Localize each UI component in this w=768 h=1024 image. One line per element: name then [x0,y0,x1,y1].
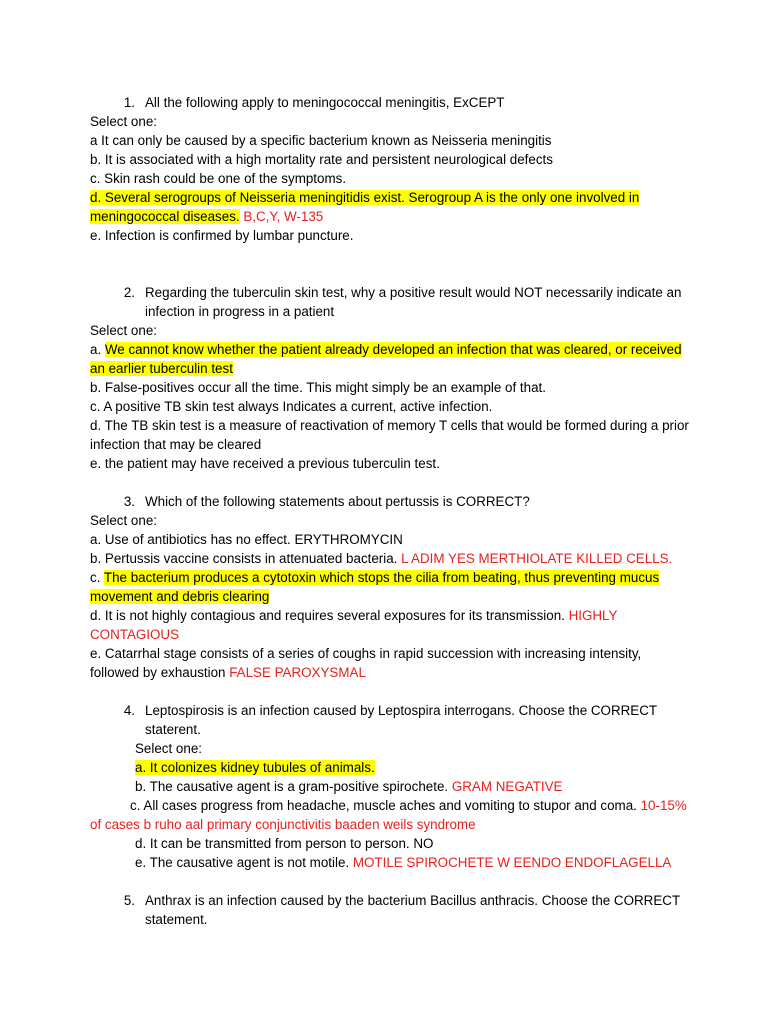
option-text: e. Catarrhal stage consists of a series of coughs in rapid succession with increasing intensity, followed by exhaustion [90,646,642,680]
option-d: d. The TB skin test is a measure of reactivation of memory T cells that would be formed during a prior infection that may be cleared [90,418,689,452]
option-prefix: c. [90,570,104,585]
option-e: e. Infection is confirmed by lumbar puncture. [90,228,354,243]
highlighted-answer: d. Several serogroups of Neisseria meningitidis exist. Serogroup A is the only one involved in meningococcal diseases. [90,190,640,224]
question-number: 1. [123,95,135,110]
option-b [90,777,690,796]
question-4-title [90,701,690,739]
highlighted-answer: a. It colonizes kidney tubules of animals. [135,760,375,775]
option-a [90,758,690,777]
document-page [90,93,690,929]
option-b [90,549,690,568]
question-text: Which of the following statements about pertussis is CORRECT? [145,494,530,509]
highlighted-answer: We cannot know whether the patient already developed an infection that was cleared, or received an earlier tuberculin test [90,342,682,376]
annotation-note: GRAM NEGATIVE [448,779,563,794]
question-5-title [90,891,690,929]
option-text: e. The causative agent is not motile. [135,855,350,870]
question-number: 2. [123,285,135,300]
option-d: d. It can be transmitted from person to person. NO [135,836,434,851]
option-prefix: a. [90,342,105,357]
option-text: b. The causative agent is a gram-positive spirochete. [135,779,449,794]
annotation-note: FALSE PAROXYSMAL [225,665,366,680]
annotation-note: 10-15% of cases b ruho aal primary conjunctivitis baaden weils syndrome [90,798,687,832]
option-a [90,340,690,378]
option-text: d. It is not highly contagious and requires several exposures for its transmission. [90,608,565,623]
question-1 [90,93,690,245]
option-d [90,606,690,644]
question-3-title [90,492,690,511]
question-1-title [90,93,690,112]
annotation-note: HIGHLY CONTAGIOUS [90,608,618,642]
option-d [90,188,690,226]
question-4 [90,701,690,872]
select-one-label: Select one: [90,323,157,338]
option-e: e. the patient may have received a previous tuberculin test. [90,456,440,471]
option-a: a It can only be caused by a specific bacterium known as Neisseria meningitis [90,133,552,148]
question-text: Leptospirosis is an infection caused by Leptospira interrogans. Choose the CORRECT staterent. [145,703,657,737]
option-e [90,853,690,872]
question-2-title [90,283,690,321]
annotation-note: L ADIM YES MERTHIOLATE KILLED CELLS. [397,551,673,566]
option-e [90,644,690,682]
option-c [90,796,690,834]
select-one-label: Select one: [90,114,157,129]
option-text: c. All cases progress from headache, muscle aches and vomiting to stupor and coma. [130,798,637,813]
question-number: 5. [123,893,135,908]
select-one-label: Select one: [135,741,202,756]
question-3 [90,492,690,682]
highlighted-answer: The bacterium produces a cytotoxin which stops the cilia from beating, thus preventing mucus movement and debris clearing [90,570,660,604]
question-text: Regarding the tuberculin skin test, why a positive result would NOT necessarily indicate an infection in progress in a patient [145,285,682,319]
option-b: b. It is associated with a high mortality rate and persistent neurological defects [90,152,553,167]
option-a: a. Use of antibiotics has no effect. ERYTHROMYCIN [90,532,403,547]
question-number: 3. [123,494,135,509]
option-b: b. False-positives occur all the time. This might simply be an example of that. [90,380,546,395]
question-text: All the following apply to meningococcal meningitis, ExCEPT [145,95,505,110]
option-c: c. Skin rash could be one of the symptoms. [90,171,347,186]
annotation-note: MOTILE SPIROCHETE W EENDO ENDOFLAGELLA [349,855,672,870]
select-one-label: Select one: [90,513,157,528]
option-c [90,568,690,606]
option-text: b. Pertussis vaccine consists in attenuated bacteria. [90,551,398,566]
question-number: 4. [123,703,135,718]
annotation-note: B,C,Y, W-135 [239,209,324,224]
option-c: c. A positive TB skin test always Indicates a current, active infection. [90,399,493,414]
question-5 [90,891,690,929]
question-text: Anthrax is an infection caused by the bacterium Bacillus anthracis. Choose the CORRECT statement. [145,893,680,927]
question-2 [90,283,690,473]
